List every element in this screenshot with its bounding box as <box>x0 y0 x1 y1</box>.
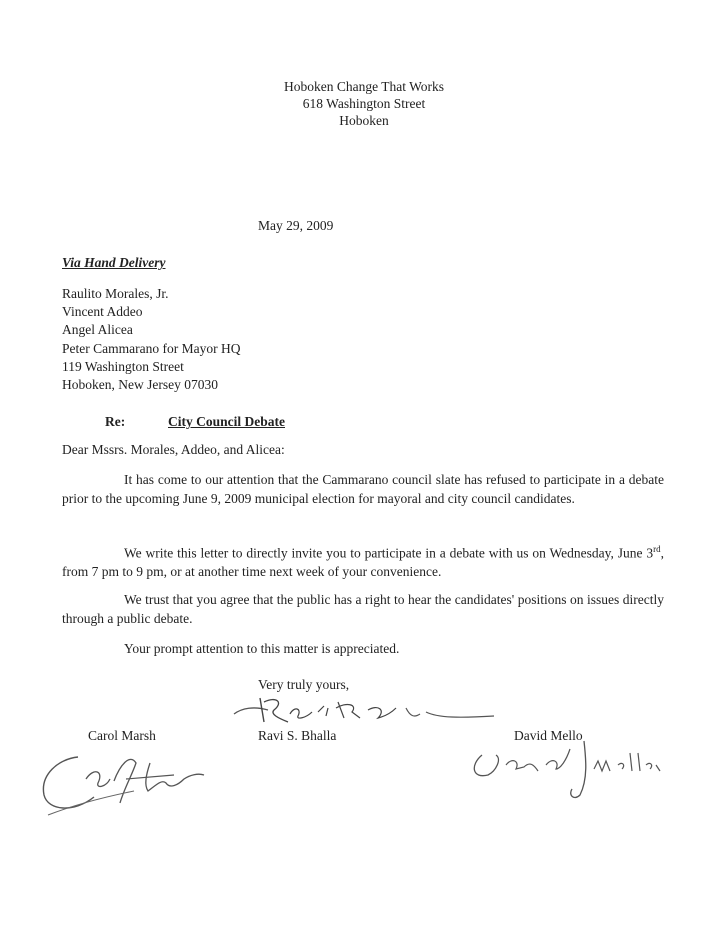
addressee-line: Hoboken, New Jersey 07030 <box>62 377 218 393</box>
signatory-carol-marsh: Carol Marsh <box>88 728 156 743</box>
sender-city: Hoboken <box>339 113 389 128</box>
salutation: Dear Mssrs. Morales, Addeo, and Alicea: <box>62 442 285 457</box>
body-paragraph-3 <box>62 591 664 628</box>
paragraph-text: It has come to our attention that the Cammarano council slate has refused to participate in a debate prior to the upcoming June 9, 2009 municipal election for mayoral and city council candidates. <box>62 472 664 506</box>
signatory-david-mello: David Mello <box>514 728 583 743</box>
sender-address <box>0 78 728 129</box>
letter-date: May 29, 2009 <box>258 218 334 233</box>
re-label: Re: <box>105 414 126 429</box>
sender-street: 618 Washington Street <box>302 96 426 111</box>
signature-david-icon <box>462 735 662 805</box>
addressee-line: Raulito Morales, Jr. <box>62 286 169 301</box>
closing: Very truly yours, <box>258 677 350 692</box>
signature-carol-icon <box>34 745 224 825</box>
addressee-line: Vincent Addeo <box>62 304 143 320</box>
paragraph-text: Your prompt attention to this matter is appreciated. <box>124 641 400 656</box>
body-paragraph-2 <box>62 540 664 582</box>
ordinal-suffix: rd <box>653 544 661 554</box>
body-paragraph-1 <box>62 471 664 508</box>
sender-org: Hoboken Change That Works <box>283 79 445 94</box>
paragraph-text: We write this letter to directly invite you to participate in a debate with us on Wednesday, June 3 <box>124 545 654 561</box>
delivery-method: Via Hand Delivery <box>62 255 166 270</box>
body-paragraph-4 <box>62 640 664 659</box>
paragraph-text: , from 7 pm to 9 pm, or at another time next week of your convenience. <box>62 545 664 579</box>
paragraph-text: We trust that you agree that the public has a right to hear the candidates' positions on issues directly through a public debate. <box>62 592 664 626</box>
addressee-line: Peter Cammarano for Mayor HQ <box>62 340 241 356</box>
re-subject: City Council Debate <box>168 414 285 429</box>
signatory-ravi-bhalla: Ravi S. Bhalla <box>258 728 337 743</box>
addressee-line: 119 Washington Street <box>62 358 184 374</box>
addressee-line: Angel Alicea <box>62 322 133 338</box>
addressee-block <box>62 285 240 394</box>
